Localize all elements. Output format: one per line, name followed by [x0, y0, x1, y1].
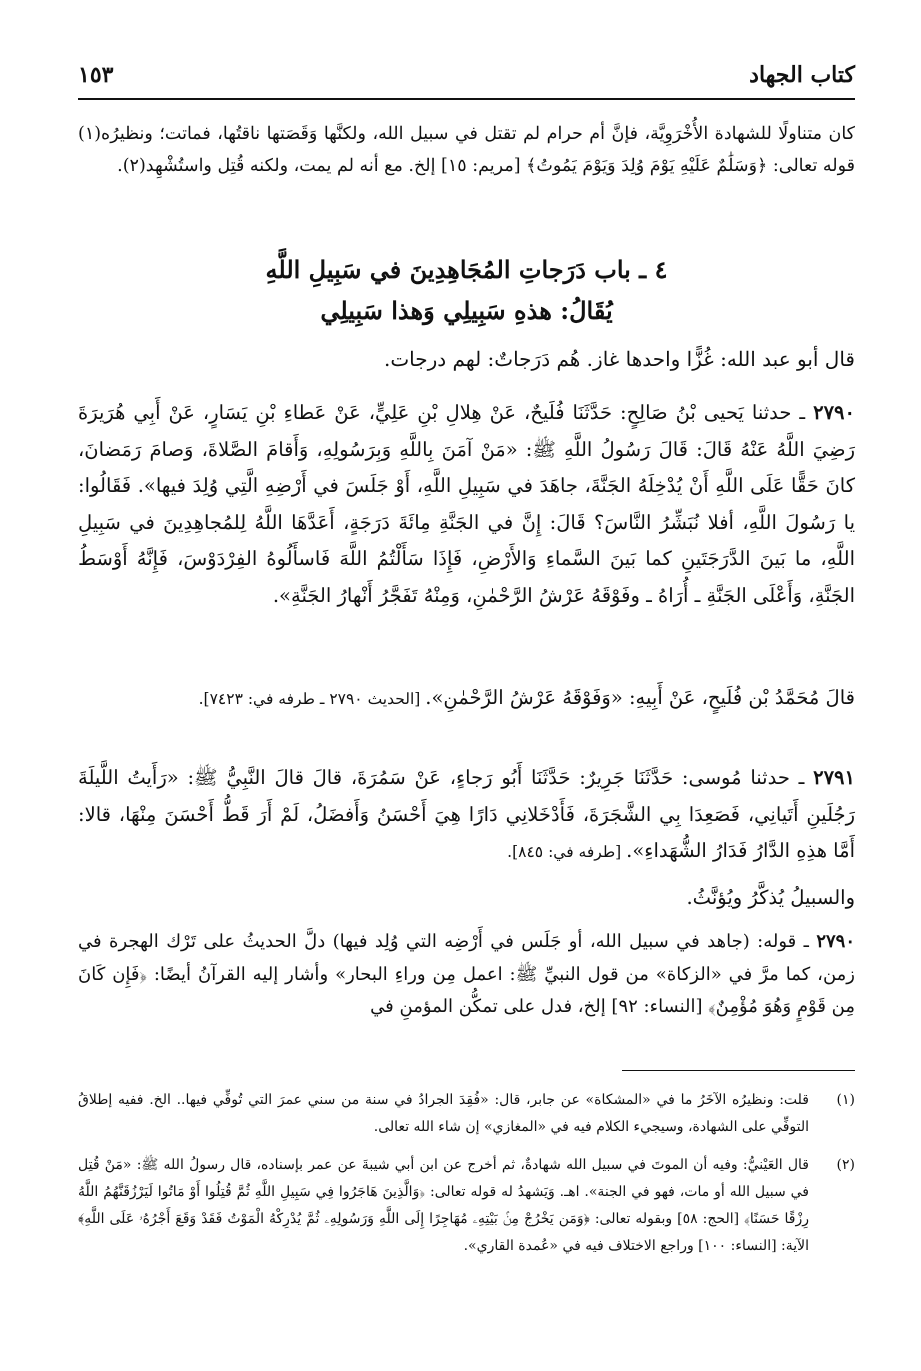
footnote-text: قلت: ونظيرُه الآخَرُ ما في «المشكاة» عن جابر، قال: «فُقِدَ الجرادُ في سنة من سني عمرَ التي تُوفِّي فيها.. الخ. ففيه إطلاقُ التوفِّي على الشهادة، وسيجيء الكلام فيه في «المغازي» إن شاء الله تعالى.	[78, 1092, 809, 1135]
hadith-note-text: قالَ مُحَمَّدُ بْن فُلَيحٍ، عَنْ أَبِيهِ: «وَفَوْقَهُ عَرْشُ الرَّحْمٰنِ».	[425, 686, 855, 709]
hadith-2790-note	[78, 680, 855, 718]
chapter-subtitle: يُقَالُ: هذهِ سَبِيلِي وَهذا سَبِيلِي	[320, 296, 613, 325]
running-header	[78, 58, 855, 100]
footnote-marker: (٢)	[836, 1157, 855, 1173]
hadith-number: ٢٧٩٠	[813, 401, 855, 424]
book-title: كتاب الجهاد	[749, 62, 855, 88]
page-number: ١٥٣	[78, 62, 114, 88]
commentary-number: ٢٧٩٠	[816, 931, 855, 952]
hadith-2791	[78, 760, 855, 871]
footnote-2	[78, 1152, 855, 1260]
chapter-title: ٤ ـ باب دَرَجاتِ المُجَاهِدِينَ في سَبِيلِ اللَّهِ	[265, 255, 668, 284]
hadith-text: ـ حدثنا مُوسى: حَدَّثَنَا جَرِيرٌ: حَدَّثَنَا أَبُو رَجاءٍ، عَنْ سَمُرَةَ، قالَ قالَ النَّبِيُّ ﷺ: «رَأَيتُ اللَّيلَةَ رَجُلَينِ أَتَيانِي، فَصَعِدَا بِي الشَّجَرَةَ، فَأَدْخَلانِي دَارًا هِيَ أَحْسَنُ وَأَفضَلُ، لَمْ أَرَ قَطُّ أَحْسَنَ مِنْهَا، قالا: أَمَّا هذِهِ الدَّارُ فَدَارُ الشُّهَداءِ».	[78, 766, 855, 862]
hadith-2791-note: والسبيلُ يُذكَّرُ ويُؤنَّثُ.	[686, 886, 855, 909]
intro-paragraph: كان متناولًا للشهادة الأُخْرَوِيَّة، فإنَّ أم حرام لم تقتل في سبيل الله، ولكنَّها وَقَصَتها ناقتُها، فماتت؛ ونظيرُه(١) قوله تعالى: ﴿وَسَلَٰمٌ عَلَيْهِ يَوْمَ وُلِدَ وَيَوْمَ يَمُوتُ﴾ [مريم: ١٥] إلخ. مع أنه لم يمت، ولكنه قُتِل واستُشْهِد(٢).	[78, 124, 855, 176]
hadith-cross-reference: [طرفه في: ٨٤٥].	[507, 843, 627, 861]
hadith-2790	[78, 395, 855, 614]
commentary-2790	[78, 926, 855, 1024]
footnote-divider	[622, 1070, 855, 1071]
commentary-text: ـ قوله: (جاهد في سبيل الله، أو جَلَس في أَرْضِه التي وُلِد فيها) دلَّ الحديثُ على تَرْك الهجرة في زمن، كما مرَّ في «الزكاة» من قول النبيِّ ﷺ: اعمل مِن وراءِ البحار» وأشار إليه القرآنُ أيضًا: ﴿فَإِن كَانَ مِن قَوْمٍ وَهُوَ مُؤْمِنٌ﴾ [النساء: ٩٢] إلخ، فدل على تمكُّن المؤمنِ في	[78, 931, 855, 1017]
hadith-text: ـ حدثنا يَحيى بْنُ صَالِحٍ: حَدَّثَنَا فُلَيحٌ، عَنْ هِلالِ بْنِ عَلِيٍّ، عَنْ عَطاءِ بْنِ يَسَارٍ، عَنْ أَبِي هُرَيرَةَ رَضِيَ اللَّهُ عَنْهُ قَالَ: قَالَ رَسُولُ اللَّهِ ﷺ: «مَنْ آمَنَ بِاللَّهِ وَبِرَسُولِهِ، وَأَقامَ الصَّلاةَ، وَصامَ رَمَضانَ، كانَ حَقًّا عَلَى اللَّهِ أَنْ يُدْخِلَهُ الجَنَّةَ، جاهَدَ في سَبِيلِ اللَّهِ، أَوْ جَلَسَ في أَرْضِهِ الَّتِي وُلِدَ فيها». فَقَالُوا: يا رَسُولَ اللَّهِ، أفلا نُبَشِّرُ النَّاسَ؟ قَالَ: إِنَّ في الجَنَّةِ مِائَةَ دَرَجَةٍ، أَعَدَّهَا اللَّهُ لِلمُجاهِدِينَ في سَبِيلِ اللَّهِ، ما بَينَ الدَّرَجَتَينِ كما بَينَ السَّماءِ وَالأَرْضِ، فَإِذَا سَأَلْتُمُ اللَّهَ فَاسأَلُوهُ الفِرْدَوْسَ، فَإِنَّهُ أَوْسَطُ الجَنَّةِ، وَأَعْلَى الجَنَّةِ ـ أُرَاهُ ـ وفَوْقَهُ عَرْشُ الرَّحْمٰنِ، وَمِنْهُ تَفَجَّرُ أَنْهارُ الجَنَّةِ».	[78, 401, 855, 607]
hadith-number: ٢٧٩١	[813, 766, 855, 789]
footnote-marker: (١)	[836, 1092, 855, 1108]
hadith-cross-reference: [الحديث ٢٧٩٠ ـ طرفه في: ٧٤٢٣].	[198, 690, 426, 708]
footnote-1	[78, 1087, 855, 1141]
chapter-gloss: قال أبو عبد الله: غُزًّا واحدها غاز. هُم دَرَجاتٌ: لهم درجات.	[383, 347, 855, 371]
footnote-text: قال العَيْنيُّ: وفيه أن الموتَ في سبيل الله شهادةٌ، ثم أخرج عن ابن أبي شيبةَ عن عمر بإسناده، قال رسولُ الله ﷺ: «مَنْ قُتِل في سبيل الله أو مات، فهو في الجنة». اهـ. وَيَشهدُ له قوله تعالى: ﴿وَالَّذِينَ هَاجَرُوا فِي سَبِيلِ اللَّهِ ثُمَّ قُتِلُوا أَوْ مَاتُوا لَيَرْزُقَنَّهُمُ اللَّهُ رِزْقًا حَسَنًا﴾ [الحج: ٥٨] وبقوله تعالى: ﴿وَمَن يَخْرُجْ مِنۢ بَيْتِهِۦ مُهَاجِرًا إِلَى اللَّهِ وَرَسُولِهِۦ ثُمَّ يُدْرِكْهُ الْمَوْتُ فَقَدْ وَقَعَ أَجْرُهُۥ عَلَى اللَّهِ﴾ الآية: [النساء: ١٠٠] وراجع الاختلاف فيه في «عُمدة القاري».	[78, 1157, 809, 1254]
